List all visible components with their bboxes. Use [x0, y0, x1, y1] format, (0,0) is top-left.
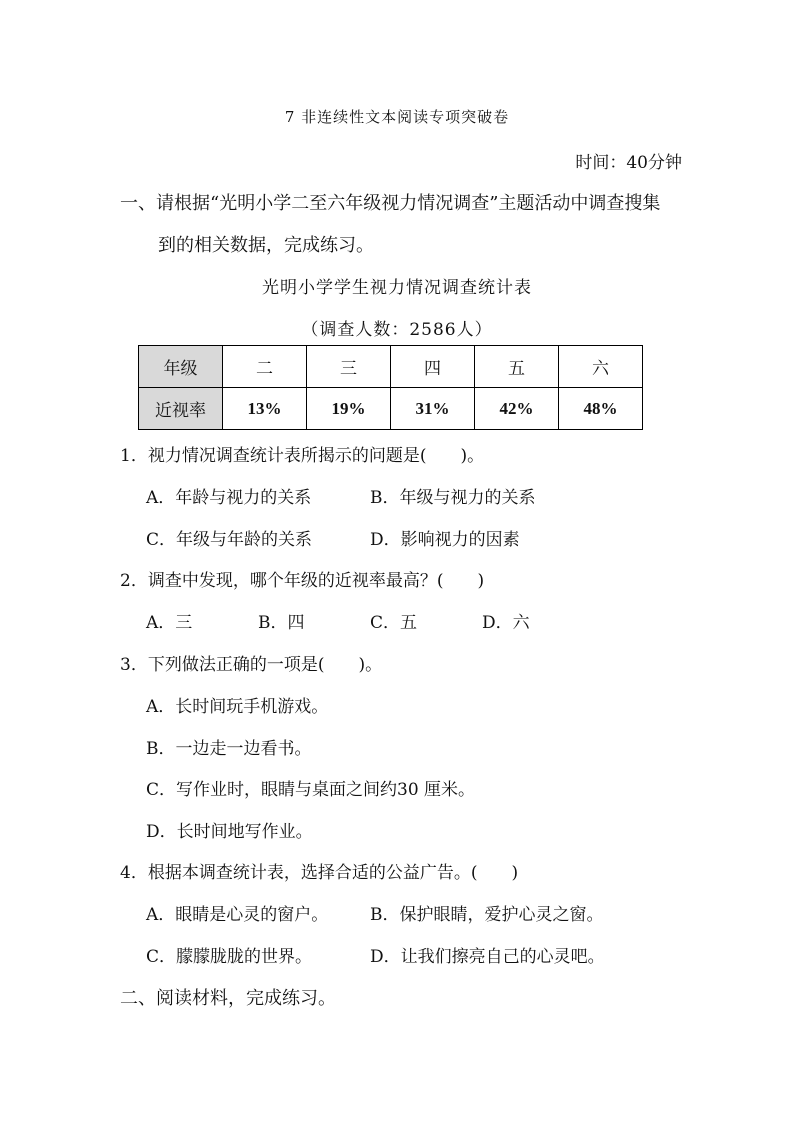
- question-3-option-d: D．长时间地写作业。: [146, 822, 313, 842]
- vision-stats-table: [138, 345, 643, 430]
- time-limit: 时间：40分钟: [575, 153, 682, 173]
- question-2-option-d: D．六: [482, 613, 530, 633]
- grade-cell: 五: [475, 346, 559, 388]
- rate-cell: 19%: [307, 388, 391, 430]
- question-4-stem: 4．根据本调查统计表，选择合适的公益广告。( ): [120, 863, 519, 883]
- rate-cell: 48%: [559, 388, 643, 430]
- row-header-grade: 年级: [139, 346, 223, 388]
- table-subtitle: （调查人数：2586人）: [301, 320, 493, 340]
- table-row-grades: [139, 346, 643, 388]
- question-2-option-a: A．三: [146, 613, 193, 633]
- question-3-option-a: A．长时间玩手机游戏。: [146, 697, 329, 717]
- page-title: 7 非连续性文本阅读专项突破卷: [284, 108, 510, 126]
- row-header-myopia-rate: 近视率: [139, 388, 223, 430]
- question-4-option-a: A．眼睛是心灵的窗户。: [146, 905, 329, 925]
- question-4-option-d: D．让我们擦亮自己的心灵吧。: [370, 947, 605, 967]
- question-2-stem: 2．调查中发现，哪个年级的近视率最高？( ): [120, 571, 485, 591]
- section1-instruction-line2: 到的相关数据，完成练习。: [158, 235, 374, 256]
- rate-cell: 42%: [475, 388, 559, 430]
- grade-cell: 四: [391, 346, 475, 388]
- grade-cell: 六: [559, 346, 643, 388]
- question-3-stem: 3．下列做法正确的一项是( )。: [120, 655, 383, 675]
- question-1-stem: 1．视力情况调查统计表所揭示的问题是( )。: [120, 446, 485, 466]
- grade-cell: 三: [307, 346, 391, 388]
- question-1-option-c: C．年级与年龄的关系: [146, 530, 313, 550]
- table-row-rates: [139, 388, 643, 430]
- question-1-option-a: A．年龄与视力的关系: [146, 488, 312, 508]
- question-4-option-b: B．保护眼睛，爱护心灵之窗。: [370, 905, 604, 925]
- question-1-option-b: B．年级与视力的关系: [370, 488, 536, 508]
- section1-instruction-line1: 一、请根据“光明小学二至六年级视力情况调查”主题活动中调查搜集: [120, 193, 661, 214]
- rate-cell: 31%: [391, 388, 475, 430]
- rate-cell: 13%: [223, 388, 307, 430]
- question-2-option-b: B．四: [258, 613, 305, 633]
- grade-cell: 二: [223, 346, 307, 388]
- question-3-option-b: B．一边走一边看书。: [146, 739, 312, 759]
- question-4-option-c: C．朦朦胧胧的世界。: [146, 947, 313, 967]
- table-title: 光明小学学生视力情况调查统计表: [262, 278, 532, 298]
- section2-instruction: 二、阅读材料，完成练习。: [120, 988, 336, 1009]
- question-2-option-c: C．五: [370, 613, 418, 633]
- question-1-option-d: D．影响视力的因素: [370, 530, 520, 550]
- question-3-option-c: C．写作业时，眼睛与桌面之间约30 厘米。: [146, 780, 476, 800]
